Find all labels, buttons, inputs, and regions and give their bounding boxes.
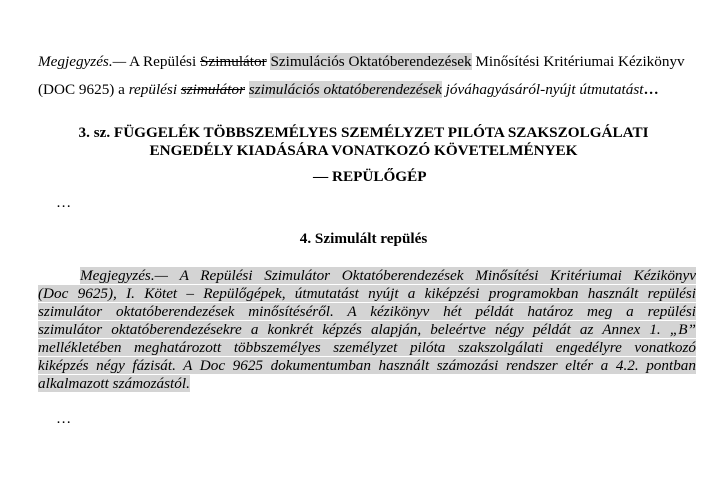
note-label: Megjegyzés.— — [38, 53, 127, 70]
inserted-text: Szimulációs Oktatóberendezések — [270, 53, 472, 70]
section-title: 4. Szimulált repülés — [299, 230, 428, 247]
note-block-line-1 — [38, 267, 696, 285]
deleted-text: Szimulátor — [200, 53, 267, 70]
amendment-line-1 — [38, 53, 685, 71]
text: Minősítési Kritériumai Kézikönyv — [471, 53, 685, 70]
note-block-line-7 — [38, 375, 190, 393]
italic-text: jóváhagyásáról-nyújt útmutatást — [441, 81, 644, 98]
note-text: mellékletében meghatározott többszemélyes személyzet pilóta szakszolgálati engedélyre vonatkozó — [38, 339, 696, 356]
ellipsis-1: … — [56, 194, 74, 211]
appendix-heading-line-2: ENGEDÉLY KIADÁSÁRA VONATKOZÓ KÖVETELMÉNYEK — [149, 142, 578, 159]
text: (DOC 9625) a — [38, 81, 129, 98]
note-label: Megjegyzés.— — [80, 267, 169, 284]
amendment-line-2 — [38, 81, 660, 99]
note-text: A Repülési Szimulátor Oktatóberendezések Minősítési Kritériumai Kézikönyv — [168, 267, 696, 284]
note-block-line-6 — [38, 357, 696, 375]
note-text: (Doc 9625), I. Kötet – Repülőgépek, útmutatást nyújt a kiképzési programokban használt repülési — [38, 285, 696, 302]
note-text: szimulátor oktatóberendezésekre a konkrét képzés alapján, beleértve négy példát az Annex 1. „B” — [38, 321, 696, 338]
text: A Repülési — [126, 53, 200, 70]
italic-text: repülési — [128, 81, 181, 98]
note-block-line-2 — [38, 285, 696, 303]
appendix-heading-line-3: — REPÜLŐGÉP — [313, 168, 427, 185]
note-text: szimulátor oktatóberendezések minősítéséről. A kézikönyv hét példát határoz meg a repülési — [38, 303, 696, 320]
note-text: kiképzés négy fázisát. A Doc 9625 dokumentumban használt számozási rendszer eltér a 4.2. pontban — [38, 357, 696, 374]
note-block-line-4 — [38, 321, 696, 339]
note-block-line-5 — [38, 339, 696, 357]
ellipsis: … — [643, 81, 660, 98]
appendix-heading-line-1: 3. sz. FÜGGELÉK TÖBBSZEMÉLYES SZEMÉLYZET PILÓTA SZAKSZOLGÁLATI — [78, 124, 649, 141]
inserted-text: szimulációs oktatóberendezések — [248, 81, 442, 98]
ellipsis-2: … — [56, 410, 74, 427]
deleted-text: szimulátor — [180, 81, 245, 98]
note-text: alkalmazott számozástól. — [38, 375, 190, 392]
note-block-line-3 — [38, 303, 696, 321]
